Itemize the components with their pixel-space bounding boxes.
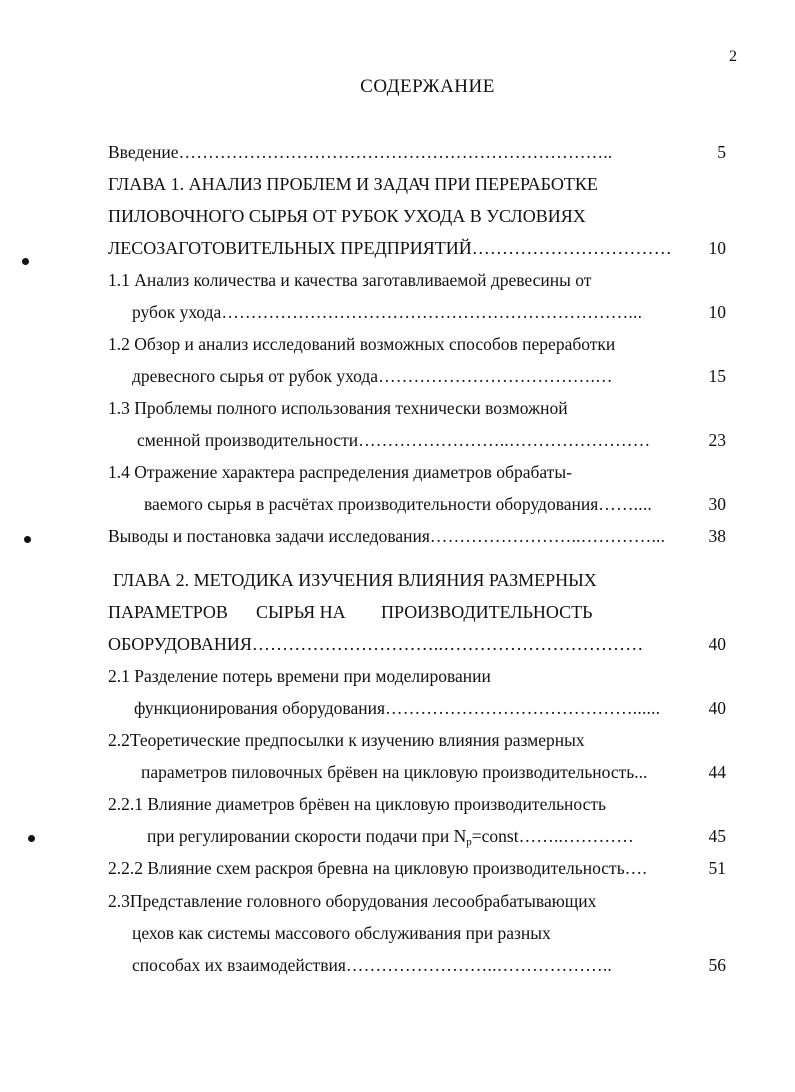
toc-entry-text: способах их взаимодействия <box>132 955 346 975</box>
toc-leader-dots: ……………………..…………………… <box>358 430 651 450</box>
toc-section-1-1-line-1: 1.1 Анализ количества и качества заготавливаемой древесины от <box>108 270 592 290</box>
toc-page-number: 30 <box>708 494 726 514</box>
toc-leader-dots: ……………………..…………... <box>429 526 666 546</box>
toc-section-2-2-line-1: 2.2Теоретические предпосылки к изучению влияния размерных <box>108 730 585 750</box>
toc-chapter-2-line-2a: ПАРАМЕТРОВ <box>108 602 228 622</box>
toc-title: СОДЕРЖАНИЕ <box>360 76 495 97</box>
toc-section-1-3-line-2 <box>137 429 650 451</box>
toc-entry-intro <box>108 141 613 163</box>
toc-page-number: 5 <box>717 142 726 162</box>
toc-chapter-2-line-1: ГЛАВА 2. МЕТОДИКА ИЗУЧЕНИЯ ВЛИЯНИЯ РАЗМЕРНЫХ <box>113 570 597 590</box>
toc-page-number: 38 <box>708 526 726 546</box>
scan-mark <box>22 258 29 265</box>
toc-page-number: 10 <box>708 238 726 258</box>
toc-leader-dots: ……………………………….… <box>378 366 613 386</box>
toc-section-1-2-line-1: 1.2 Обзор и анализ исследований возможных способов переработки <box>108 334 616 354</box>
toc-page-number: 51 <box>708 858 726 878</box>
toc-page-number: 40 <box>708 634 726 654</box>
toc-leader-dots: ……………………..……………….. <box>345 955 612 975</box>
toc-leader-dots: …………………………… <box>471 238 672 258</box>
toc-section-2-3-line-1: 2.3Представление головного оборудования лесообрабатывающих <box>108 891 597 911</box>
toc-page-number: 56 <box>708 955 726 975</box>
toc-chapter-1-line-1: ГЛАВА 1. АНАЛИЗ ПРОБЛЕМ И ЗАДАЧ ПРИ ПЕРЕРАБОТКЕ <box>108 174 598 194</box>
toc-section-1-4-line-2 <box>144 493 652 515</box>
toc-entry-text: ваемого сырья в расчётах производительности оборудования <box>144 494 599 514</box>
toc-chapter-2-line-2b: СЫРЬЯ НА <box>256 602 346 622</box>
toc-entry-text: ЛЕСОЗАГОТОВИТЕЛЬНЫХ ПРЕДПРИЯТИЙ <box>108 238 472 258</box>
scan-mark <box>24 536 31 543</box>
toc-entry-text: Выводы и постановка задачи исследования <box>108 526 430 546</box>
toc-page-number: 10 <box>708 302 726 322</box>
toc-entry-text: ОБОРУДОВАНИЯ <box>108 634 252 654</box>
toc-leader-dots: …………………………..…………………………… <box>251 634 644 654</box>
toc-entry-text: сменной производительности <box>137 430 359 450</box>
toc-page-number: 15 <box>708 366 726 386</box>
toc-entry-text: древесного сырья от рубок ухода <box>132 366 379 386</box>
toc-page-number: 23 <box>708 430 726 450</box>
toc-chapter-2-line-2c: ПРОИЗВОДИТЕЛЬНОСТЬ <box>381 602 593 622</box>
toc-section-2-2-1-line-2 <box>147 825 634 847</box>
toc-page-number: 40 <box>708 698 726 718</box>
toc-section-2-2-line-2: параметров пиловочных брёвен на цикловую производительность... <box>141 762 648 782</box>
toc-section-2-3-line-2: цехов как системы массового обслуживания при разных <box>132 923 551 943</box>
toc-page-number: 44 <box>708 762 726 782</box>
toc-entry-text: 2.2.2 Влияние схем раскроя бревна на цикловую производительность <box>108 858 625 878</box>
toc-section-1-1-line-2 <box>132 301 642 323</box>
toc-section-1-4-line-1: 1.4 Отражение характера распределения диаметров обрабаты- <box>108 462 572 482</box>
toc-entry-text-tail: =const <box>471 826 519 846</box>
toc-chapter-1-line-3 <box>108 237 672 259</box>
subscript-p: р <box>466 836 472 848</box>
toc-leader-dots: …. <box>624 858 647 878</box>
toc-section-2-2-2 <box>108 857 647 879</box>
toc-leader-dots: ……..………… <box>518 826 634 846</box>
toc-entry-conclusions <box>108 525 665 547</box>
toc-section-1-3-line-1: 1.3 Проблемы полного использования технически возможной <box>108 398 568 418</box>
toc-entry-text: при регулировании скорости подачи при N <box>147 826 467 846</box>
toc-leader-dots: …….... <box>598 494 652 514</box>
page-number: 2 <box>729 48 737 65</box>
toc-leader-dots: ……………………………………………………………... <box>221 302 643 322</box>
toc-chapter-1-line-2: ПИЛОВОЧНОГО СЫРЬЯ ОТ РУБОК УХОДА В УСЛОВИЯХ <box>108 206 586 226</box>
toc-section-2-1-line-1: 2.1 Разделение потерь времени при моделировании <box>108 666 491 686</box>
toc-chapter-2-line-3 <box>108 633 643 655</box>
toc-entry-text: функционирования оборудования <box>134 698 385 718</box>
toc-section-2-1-line-2 <box>134 697 660 719</box>
toc-leader-dots: ……………………………………...... <box>385 698 661 718</box>
toc-section-2-2-1-line-1: 2.2.1 Влияние диаметров брёвен на цикловую производительность <box>108 794 606 814</box>
toc-entry-text: Введение <box>108 142 179 162</box>
toc-section-2-3-line-3 <box>132 954 612 976</box>
toc-leader-dots: ……………………………………………………………….. <box>178 142 613 162</box>
toc-section-1-2-line-2 <box>132 365 613 387</box>
scan-mark <box>28 835 35 842</box>
toc-page-number: 45 <box>708 826 726 846</box>
toc-entry-text: рубок ухода <box>132 302 222 322</box>
